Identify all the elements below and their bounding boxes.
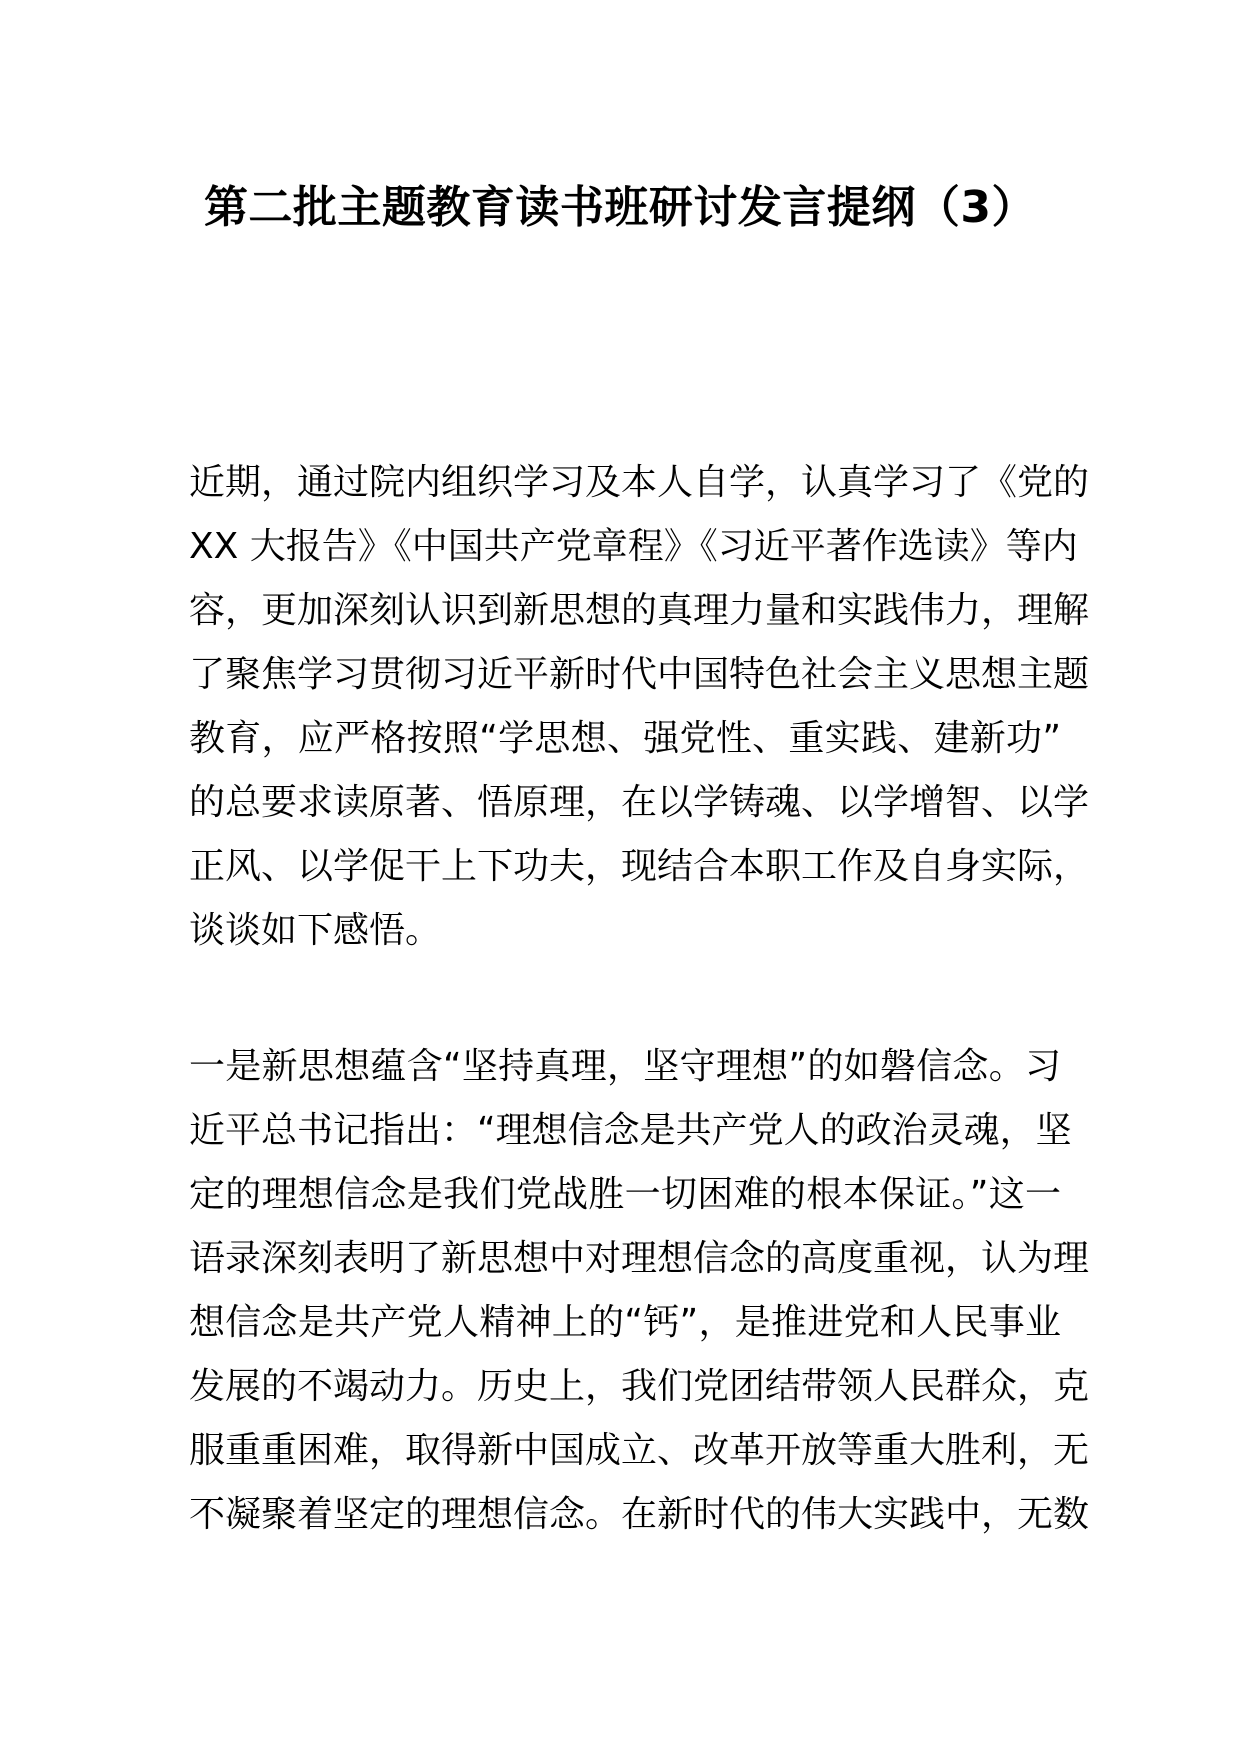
paragraph-intro — [189, 451, 1090, 963]
document-title: 第二批主题教育读书班研讨发言提纲（3） — [203, 182, 1037, 233]
paragraph-point-one — [189, 1035, 1090, 1547]
paragraph-line: 服重重困难，取得新中国成立、改革开放等重大胜利，无 — [189, 1430, 1090, 1471]
paragraph-line: 正风、以学促干上下功夫，现结合本职工作及自身实际， — [189, 846, 1090, 887]
paragraph-line: 语录深刻表明了新思想中对理想信念的高度重视，认为理 — [189, 1238, 1090, 1279]
paragraph-line: 教育，应严格按照“学思想、强党性、重实践、建新功” — [189, 718, 1061, 759]
paragraph-line: 了聚焦学习贯彻习近平新时代中国特色社会主义思想主题 — [189, 654, 1090, 695]
paragraph-line: XX 大报告》《中国共产党章程》《习近平著作选读》等内 — [189, 526, 1078, 567]
paragraph-line: 发展的不竭动力。历史上，我们党团结带领人民群众，克 — [189, 1366, 1090, 1407]
paragraph-line: 近平总书记指出：“理想信念是共产党人的政治灵魂，坚 — [189, 1110, 1072, 1151]
paragraph-line: 一是新思想蕴含“坚持真理，坚守理想”的如磐信念。习 — [189, 1046, 1061, 1087]
paragraph-line: 不凝聚着坚定的理想信念。在新时代的伟大实践中，无数 — [189, 1494, 1090, 1535]
paragraph-line: 想信念是共产党人精神上的“钙”，是推进党和人民事业 — [189, 1302, 1061, 1343]
paragraph-line: 谈谈如下感悟。 — [189, 910, 442, 951]
paragraph-line: 定的理想信念是我们党战胜一切困难的根本保证。”这一 — [189, 1174, 1061, 1215]
paragraph-line: 容，更加深刻认识到新思想的真理力量和实践伟力，理解 — [189, 590, 1090, 631]
paragraph-line: 近期，通过院内组织学习及本人自学，认真学习了《党的 — [189, 462, 1090, 503]
paragraph-line: 的总要求读原著、悟原理，在以学铸魂、以学增智、以学 — [189, 782, 1090, 823]
